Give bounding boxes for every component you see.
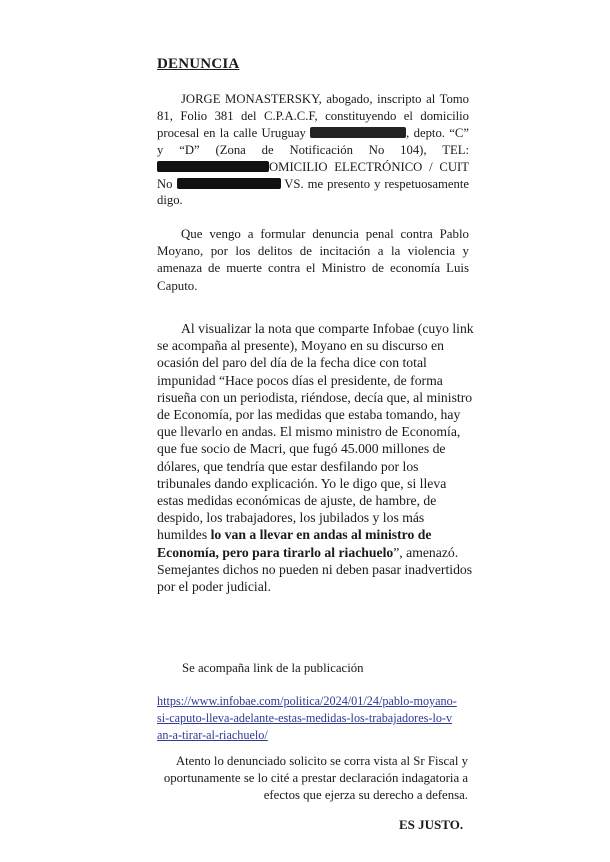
redaction-phone — [157, 161, 269, 172]
p3-bold-quote: lo van a llevar en andas al ministro de Economía, pero para tirarlo al riachuelo — [157, 527, 432, 560]
paragraph-request: Atento lo denunciado solicito se corra vista al Sr Fiscal y oportunamente se lo cité a prestar declaración indagatoria a efectos que ejerza su derecho a defensa. — [163, 754, 468, 802]
closing-signature: ES JUSTO. — [399, 817, 464, 832]
paragraph-facts — [157, 320, 475, 595]
p1-text-4: VS. me presento y respetuosamente digo. — [157, 176, 469, 208]
redaction-address — [310, 127, 406, 138]
p1-text-3: OMICILIO ELECTRÓNICO / CUIT No — [157, 159, 469, 191]
p1-text-2: , depto. “C” y “D” (Zona de Notificación No 104), TEL: — [157, 125, 469, 157]
redaction-cuit — [177, 178, 281, 189]
document-title: DENUNCIA — [157, 56, 240, 72]
p1-text-1: JORGE MONASTERSKY, abogado, inscripto al Tomo 81, Folio 381 del C.P.A.C.F, constituyendo el domicilio procesal en la calle Uruguay — [157, 92, 469, 140]
p3-text-1: Al visualizar la nota que comparte Infobae (cuyo link se acompaña al presente), Moyano en su discurso en ocasión del paro del día de la fecha dice con total impunidad “Hace pocos días el presidente, de forma risueña con un periodista, riéndose, decía que, al ministro de Economía, por las medidas que estaba tomando, hay que llevarlo en andas. El mismo ministro de Economía, que fue socio de Macri, que fugó 45.000 millones de dólares, que tendría que estar desfilando por los tribunales dando explicación. Yo le digo que, si lleva estas medidas económicas de ajuste, de hambre, de despido, los trabajadores, los jubilados y los más humildes — [157, 321, 474, 543]
paragraph-link-intro: Se acompaña link de la publicación — [182, 661, 364, 675]
infobae-link[interactable]: https://www.infobae.com/politica/2024/01/24/pablo-moyano-si-caputo-lleva-adelante-estas-medidas-los-trabajadores-lo-van-a-tirar-al-riachuelo/ — [157, 694, 457, 742]
paragraph-identification — [157, 91, 469, 209]
p3-text-2: ”, amenazó. Semejantes dichos no pueden ni deben pasar inadvertidos por el poder judicial. — [157, 544, 473, 595]
paragraph-denuncia: Que vengo a formular denuncia penal contra Pablo Moyano, por los delitos de incitación a la violencia y amenaza de muerte contra el Ministro de economía Luis Caputo. — [157, 227, 469, 293]
